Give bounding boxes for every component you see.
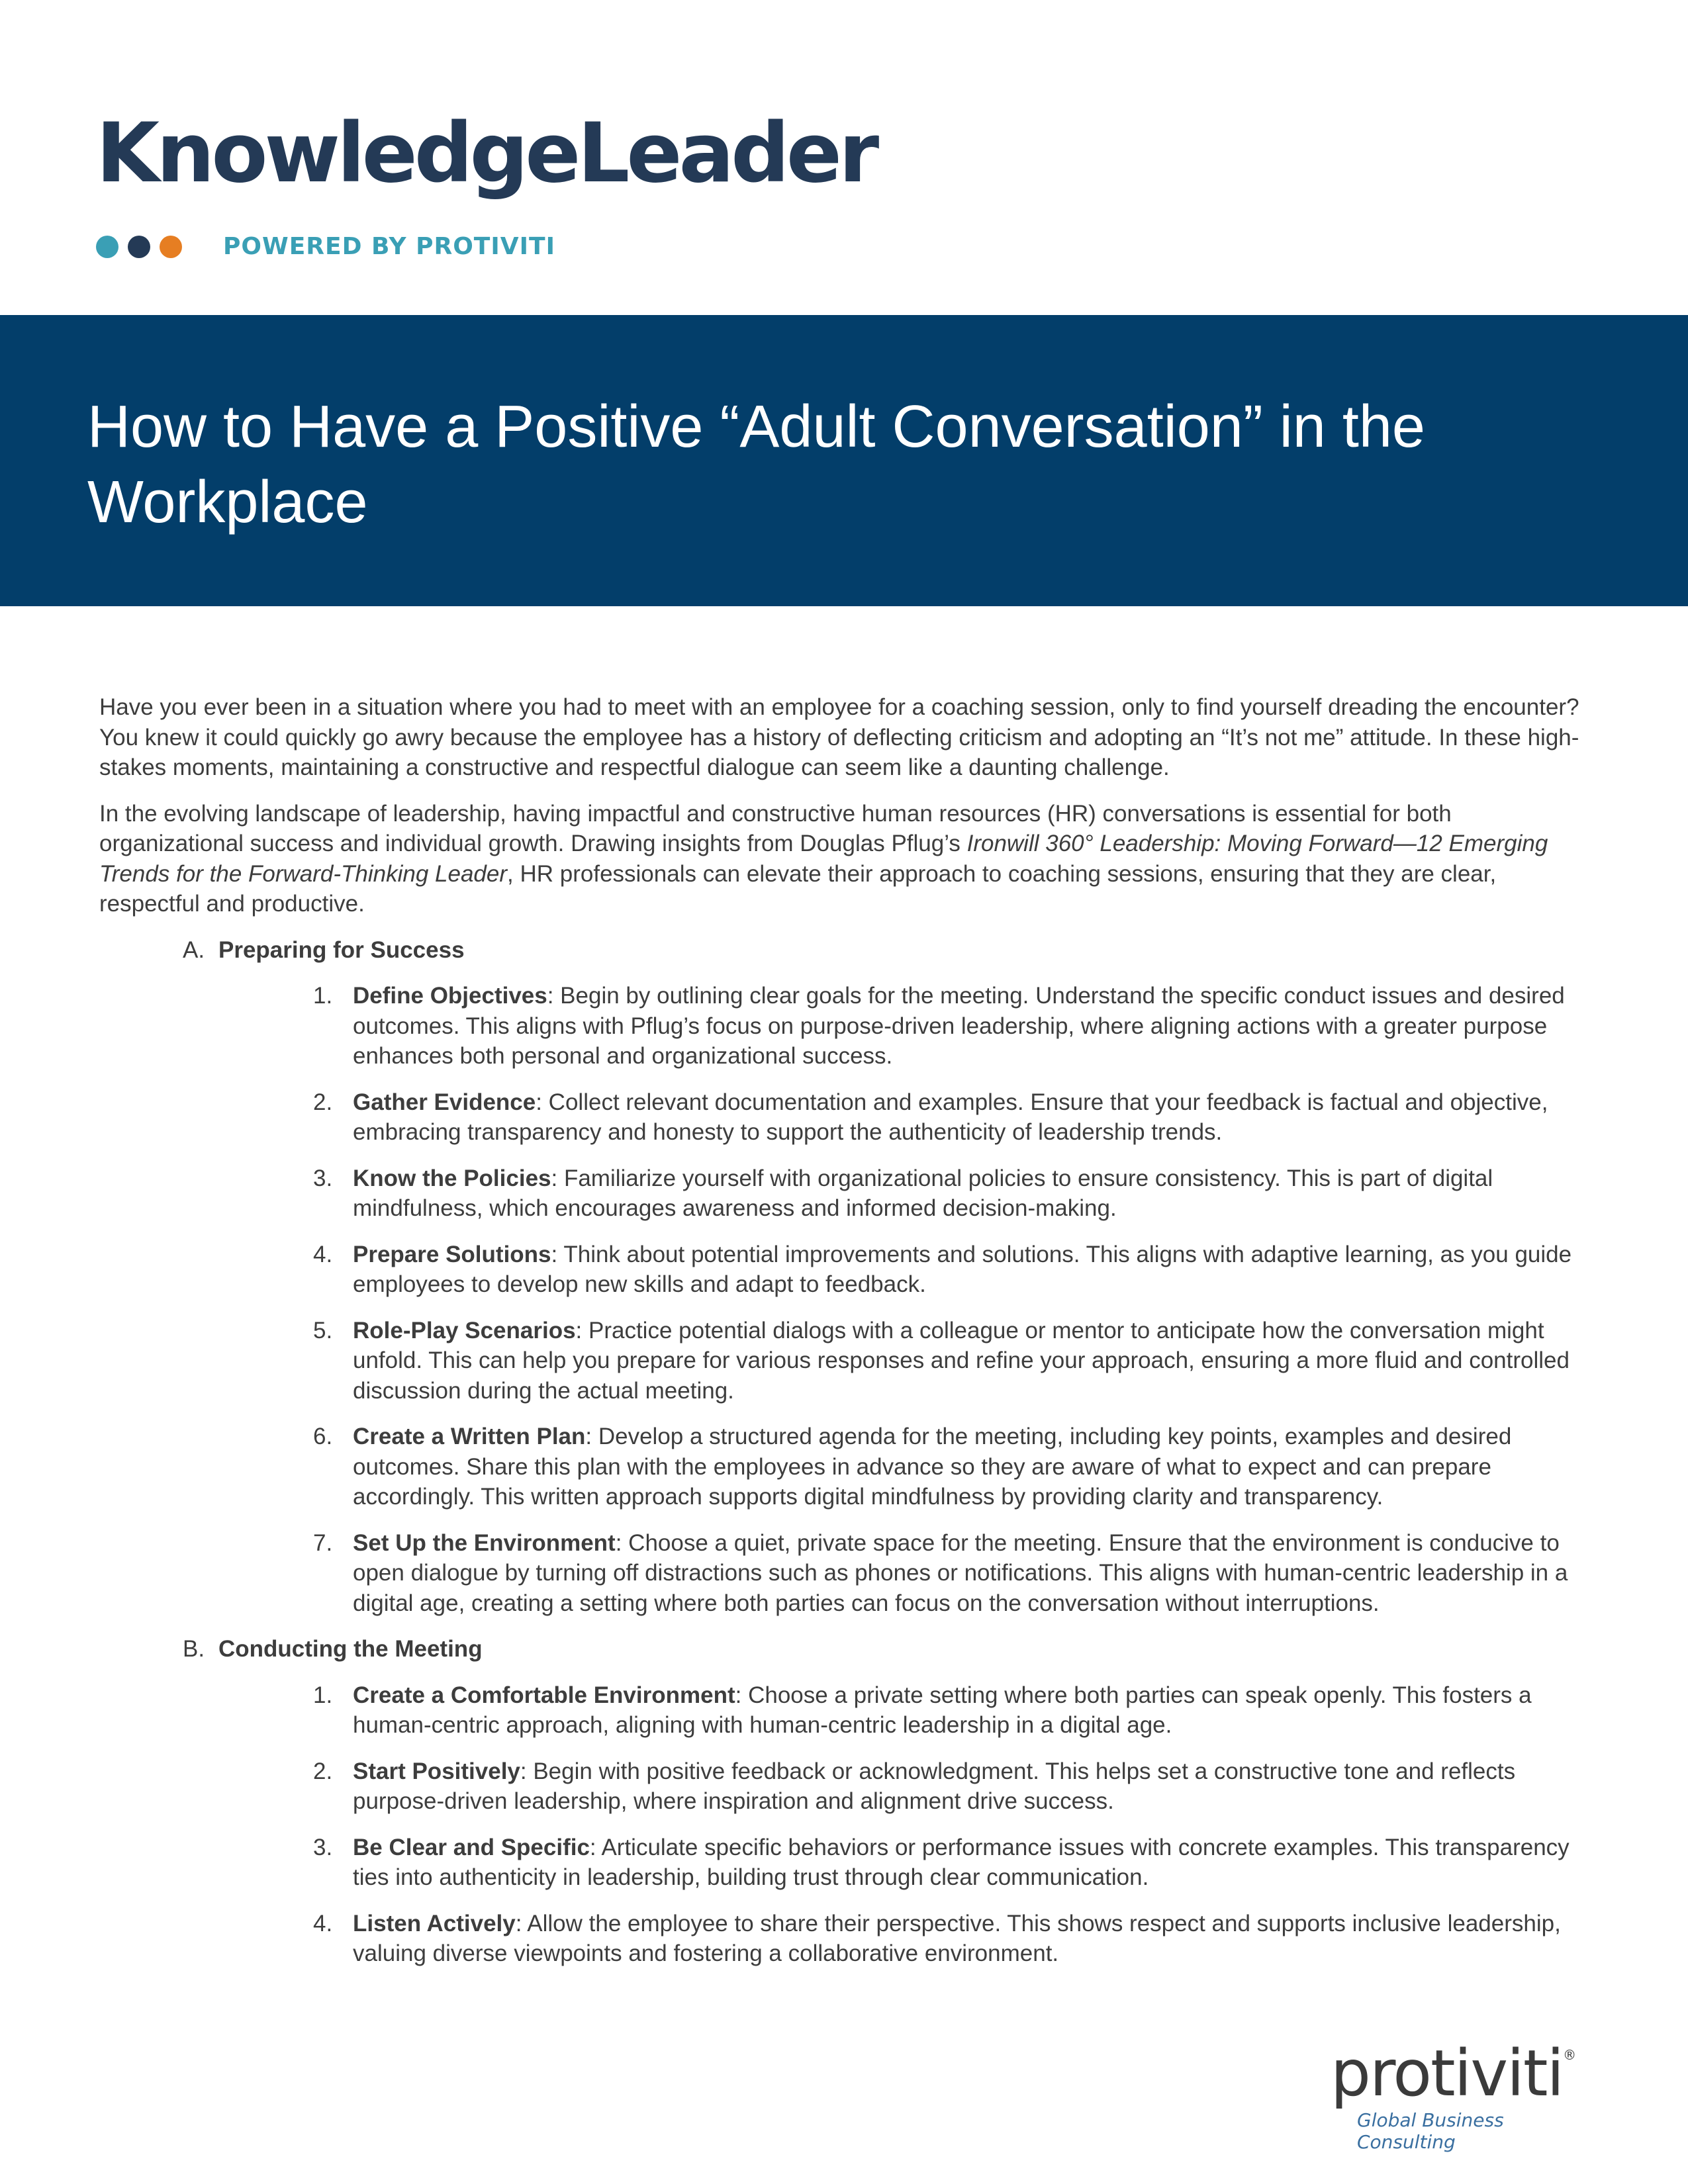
item-text: : Practice potential dialogs with a colleague or mentor to anticipate how the conversation might unfold. This can help you prepare for various responses and refine your approach, ensuring a more fluid and controlled discussion during the actual meeting. xyxy=(353,1317,1570,1404)
item-text: : Familiarize yourself with organizational policies to ensure consistency. This is part of digital mindfulness, which encourages awareness and informed decision-making. xyxy=(353,1165,1493,1221)
item-term: Define Objectives xyxy=(353,983,547,1009)
item-text: : Articulate specific behaviors or performance issues with concrete examples. This transparency ties into authenticity in leadership, building trust through clear communication. xyxy=(353,1834,1570,1890)
item-term: Create a Comfortable Environment xyxy=(353,1682,735,1708)
item-number: 4. xyxy=(313,1910,333,1936)
item-body xyxy=(353,1240,1573,1300)
item-term: Start Positively xyxy=(353,1758,520,1784)
list-item xyxy=(99,1316,1589,1406)
item-body xyxy=(353,1316,1573,1406)
tagline-row xyxy=(96,233,876,260)
list-item xyxy=(99,1528,1589,1619)
item-number: 6. xyxy=(313,1424,333,1449)
item-text: : Allow the employee to share their perspective. This shows respect and supports inclusive leadership, valuing diverse viewpoints and fostering a collaborative environment. xyxy=(353,1910,1561,1966)
item-body xyxy=(353,1833,1573,1893)
item-body xyxy=(353,1163,1573,1224)
item-term: Know the Policies xyxy=(353,1165,551,1191)
item-body xyxy=(353,1756,1573,1817)
section-letter: B. xyxy=(183,1636,205,1662)
list-item xyxy=(99,1909,1589,1969)
item-term: Gather Evidence xyxy=(353,1089,536,1115)
page-title: How to Have a Positive “Adult Conversation” in the Workplace xyxy=(87,394,1425,535)
list-item xyxy=(99,981,1589,1071)
title-banner xyxy=(0,315,1688,606)
item-text: : Collect relevant documentation and examples. Ensure that your feedback is factual and objective, embracing transparency and honesty to support the authenticity of leadership trends. xyxy=(353,1089,1548,1145)
protiviti-wordmark xyxy=(1331,2036,1595,2111)
intro-paragraph-2 xyxy=(99,799,1589,919)
section-heading-a xyxy=(99,935,1589,966)
item-number: 5. xyxy=(313,1317,333,1343)
item-body xyxy=(353,1528,1573,1619)
item-term: Set Up the Environment xyxy=(353,1529,616,1556)
section-title: Preparing for Success xyxy=(218,936,465,963)
protiviti-name: protiviti xyxy=(1331,2036,1564,2111)
item-text: : Begin with positive feedback or acknowledgment. This helps set a constructive tone and reflects purpose-driven leadership, where inspiration and alignment drive success. xyxy=(353,1758,1516,1814)
item-text: : Begin by outlining clear goals for the meeting. Understand the specific conduct issues and desired outcomes. This aligns with Pflug’s focus on purpose-driven leadership, where aligning actions with a greater purpose enhances both personal and organizational success. xyxy=(353,983,1565,1069)
item-body xyxy=(353,1422,1573,1512)
powered-by-tagline: POWERED BY PROTIVITI xyxy=(223,233,555,260)
item-body xyxy=(353,1087,1573,1148)
list-item xyxy=(99,1680,1589,1741)
intro-paragraph-1: Have you ever been in a situation where you had to meet with an employee for a coaching session, only to find yourself dreading the encounter? You knew it could quickly go awry because the employee has a history of deflecting criticism and adopting an “It’s not me” attitude. In these high-stakes moments, maintaining a constructive and respectful dialogue can seem like a daunting challenge. xyxy=(99,694,1579,780)
knowledgeleader-logo xyxy=(96,106,876,260)
item-number: 3. xyxy=(313,1165,333,1191)
item-text: : Develop a structured agenda for the meeting, including key points, examples and desired outcomes. Share this plan with the employees in advance so they are aware of what to expect and can prepare accordingly. This written approach supports digital mindfulness by providing clarity and transparency. xyxy=(353,1424,1512,1510)
item-text: : Choose a quiet, private space for the meeting. Ensure that the environment is conducive to open dialogue by turning off distractions such as phones or notifications. This aligns with human-centric leadership in a digital age, creating a setting where both parties can focus on the conversation without interruptions. xyxy=(353,1529,1568,1616)
item-number: 3. xyxy=(313,1834,333,1860)
intro-text-before: In the evolving landscape of leadership, having impactful and constructive human resources (HR) conversations is essential for both organizational success and individual growth. Drawing insights from Douglas Pflug’s xyxy=(99,800,1452,856)
document-body xyxy=(99,692,1589,1985)
item-body xyxy=(353,1909,1573,1969)
registered-mark: ® xyxy=(1563,2047,1575,2063)
item-number: 1. xyxy=(313,1682,333,1708)
dot-navy xyxy=(128,236,150,258)
book-title: Ironwill 360° Leadership: Moving Forward—12 Emerging Trends for the Forward-Thinking Leader xyxy=(99,831,1548,887)
list-item xyxy=(99,1163,1589,1224)
intro-text-after: , HR professionals can elevate their approach to coaching sessions, ensuring that they are clear, respectful and productive. xyxy=(99,860,1497,917)
item-term: Create a Written Plan xyxy=(353,1424,586,1449)
item-number: 4. xyxy=(313,1241,333,1267)
section-letter: A. xyxy=(183,936,205,963)
item-body xyxy=(353,981,1573,1071)
item-number: 7. xyxy=(313,1529,333,1556)
footer-tagline: Global Business Consulting xyxy=(1357,2109,1504,2153)
item-number: 2. xyxy=(313,1758,333,1784)
dot-orange xyxy=(160,236,182,258)
item-number: 2. xyxy=(313,1089,333,1115)
list-item xyxy=(99,1756,1589,1817)
list-item xyxy=(99,1087,1589,1148)
item-text: : Think about potential improvements and solutions. This aligns with adaptive learning, as you guide employees to develop new skills and adapt to feedback. xyxy=(353,1241,1572,1297)
list-item xyxy=(99,1422,1589,1512)
item-number: 1. xyxy=(313,983,333,1009)
protiviti-logo xyxy=(1331,2036,1595,2153)
dot-teal xyxy=(96,236,118,258)
section-title: Conducting the Meeting xyxy=(218,1636,483,1662)
item-term: Prepare Solutions xyxy=(353,1241,551,1267)
brand-dots-icon xyxy=(96,236,182,258)
section-heading-b xyxy=(99,1634,1589,1664)
list-item xyxy=(99,1833,1589,1893)
item-term: Listen Actively xyxy=(353,1910,516,1936)
item-body xyxy=(353,1680,1573,1741)
item-term: Role-Play Scenarios xyxy=(353,1317,576,1343)
item-term: Be Clear and Specific xyxy=(353,1834,590,1860)
item-text: : Choose a private setting where both parties can speak openly. This fosters a human-centric approach, aligning with human-centric leadership in a digital age. xyxy=(353,1682,1532,1738)
brand-wordmark: KnowledgeLeader xyxy=(96,106,876,201)
list-item xyxy=(99,1240,1589,1300)
